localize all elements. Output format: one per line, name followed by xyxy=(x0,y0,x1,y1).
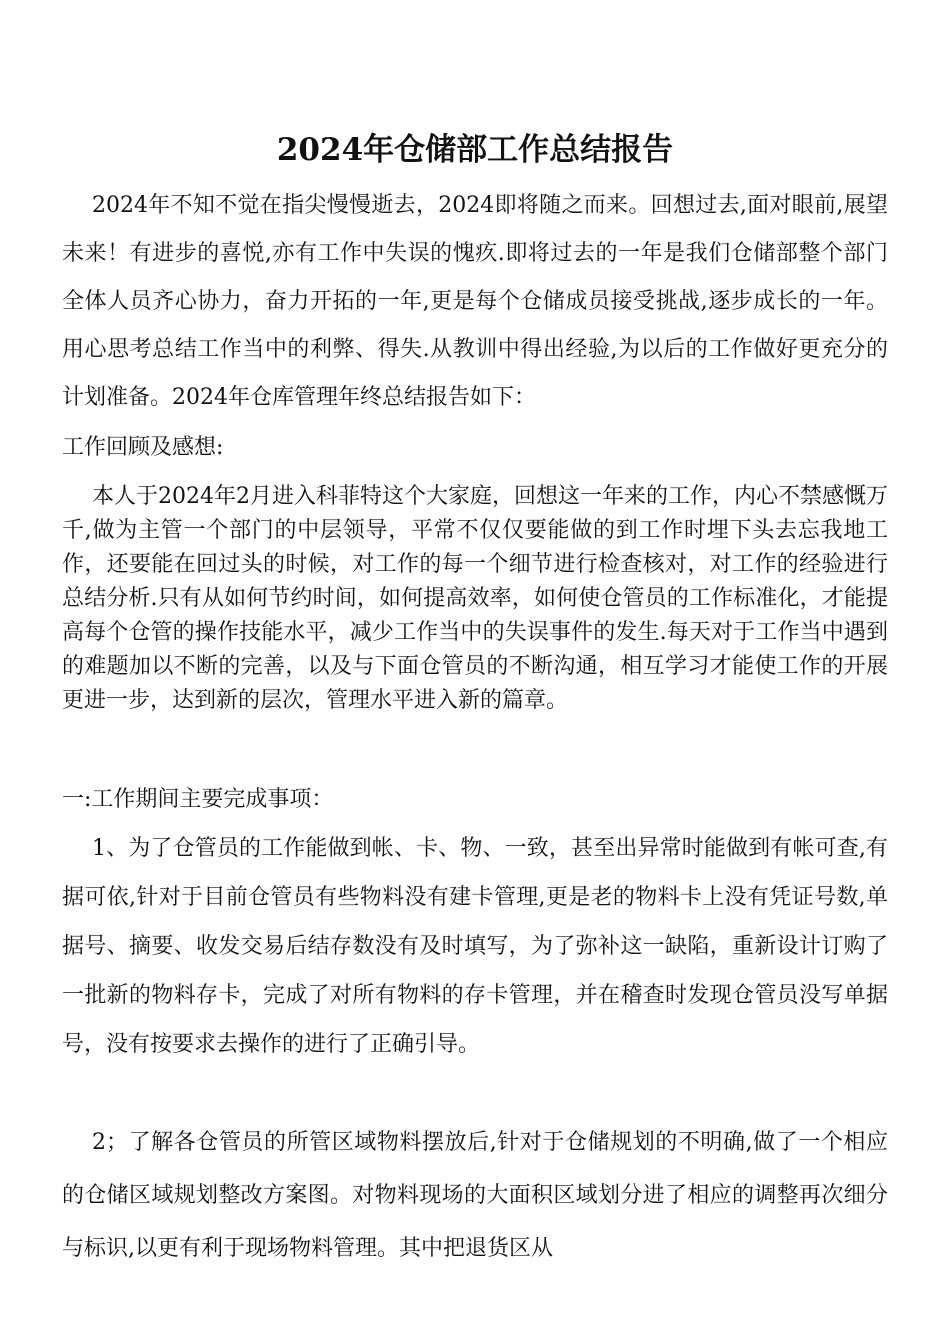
intro-paragraph: 2024年不知不觉在指尖慢慢逝去，2024即将随之而来。回想过去,面对眼前,展望未来！有进步的喜悦,亦有工作中失误的愧疚.即将过去的一年是我们仓储部整个部门全体人员齐心协力，奋力开拓的一年,更是每个仓储成员接受挑战,逐步成长的一年。用心思考总结工作当中的利弊、得失.从教训中得出经验,为以后的工作做好更充分的计划准备。2024年仓库管理年终总结报告如下： xyxy=(62,193,888,410)
task-item-2: 2；了解各仓管员的所管区域物料摆放后,针对于仓储规划的不明确,做了一个相应的仓储区域规划整改方案图。对物料现场的大面积区域划分进了相应的调整再次细分与标识,以更有利于现场物料管理。其中把退货区从 xyxy=(62,1130,888,1261)
task-item-1: 1、为了仓管员的工作能做到帐、卡、物、一致，甚至出异常时能做到有帐可查,有据可依,针对于目前仓管员有些物料没有建卡管理,更是老的物料卡上没有凭证号数,单据号、摘要、收发交易后结存数没有及时填写，为了弥补这一缺陷，重新设计订购了一批新的物料存卡，完成了对所有物料的存卡管理，并在稽查时发现仓管员没写单据号，没有按要求去操作的进行了正确引导。 xyxy=(62,836,888,1057)
review-paragraph: 本人于2024年2月进入科菲特这个大家庭，回想这一年来的工作，内心不禁感慨万千,做为主管一个部门的中层领导，平常不仅仅要能做的到工作时埋下头去忘我地工作，还要能在回过头的时候，对工作的每一个细节进行检查核对，对工作的经验进行总结分析.只有从如何节约时间，如何提高效率，如何使仓管员的工作标准化，才能提高每个仓管的操作技能水平，减少工作当中的失误事件的发生.每天对于工作当中遇到的难题加以不断的完善，以及与下面仓管员的不断沟通，相互学习才能使工作的开展更进一步，达到新的层次，管理水平进入新的篇章。 xyxy=(62,484,888,713)
section-heading-review: 工作回顾及感想: xyxy=(62,435,224,460)
document-title: 2024年仓储部工作总结报告 xyxy=(276,132,674,168)
section-heading-tasks: 一:工作期间主要完成事项： xyxy=(62,787,334,812)
